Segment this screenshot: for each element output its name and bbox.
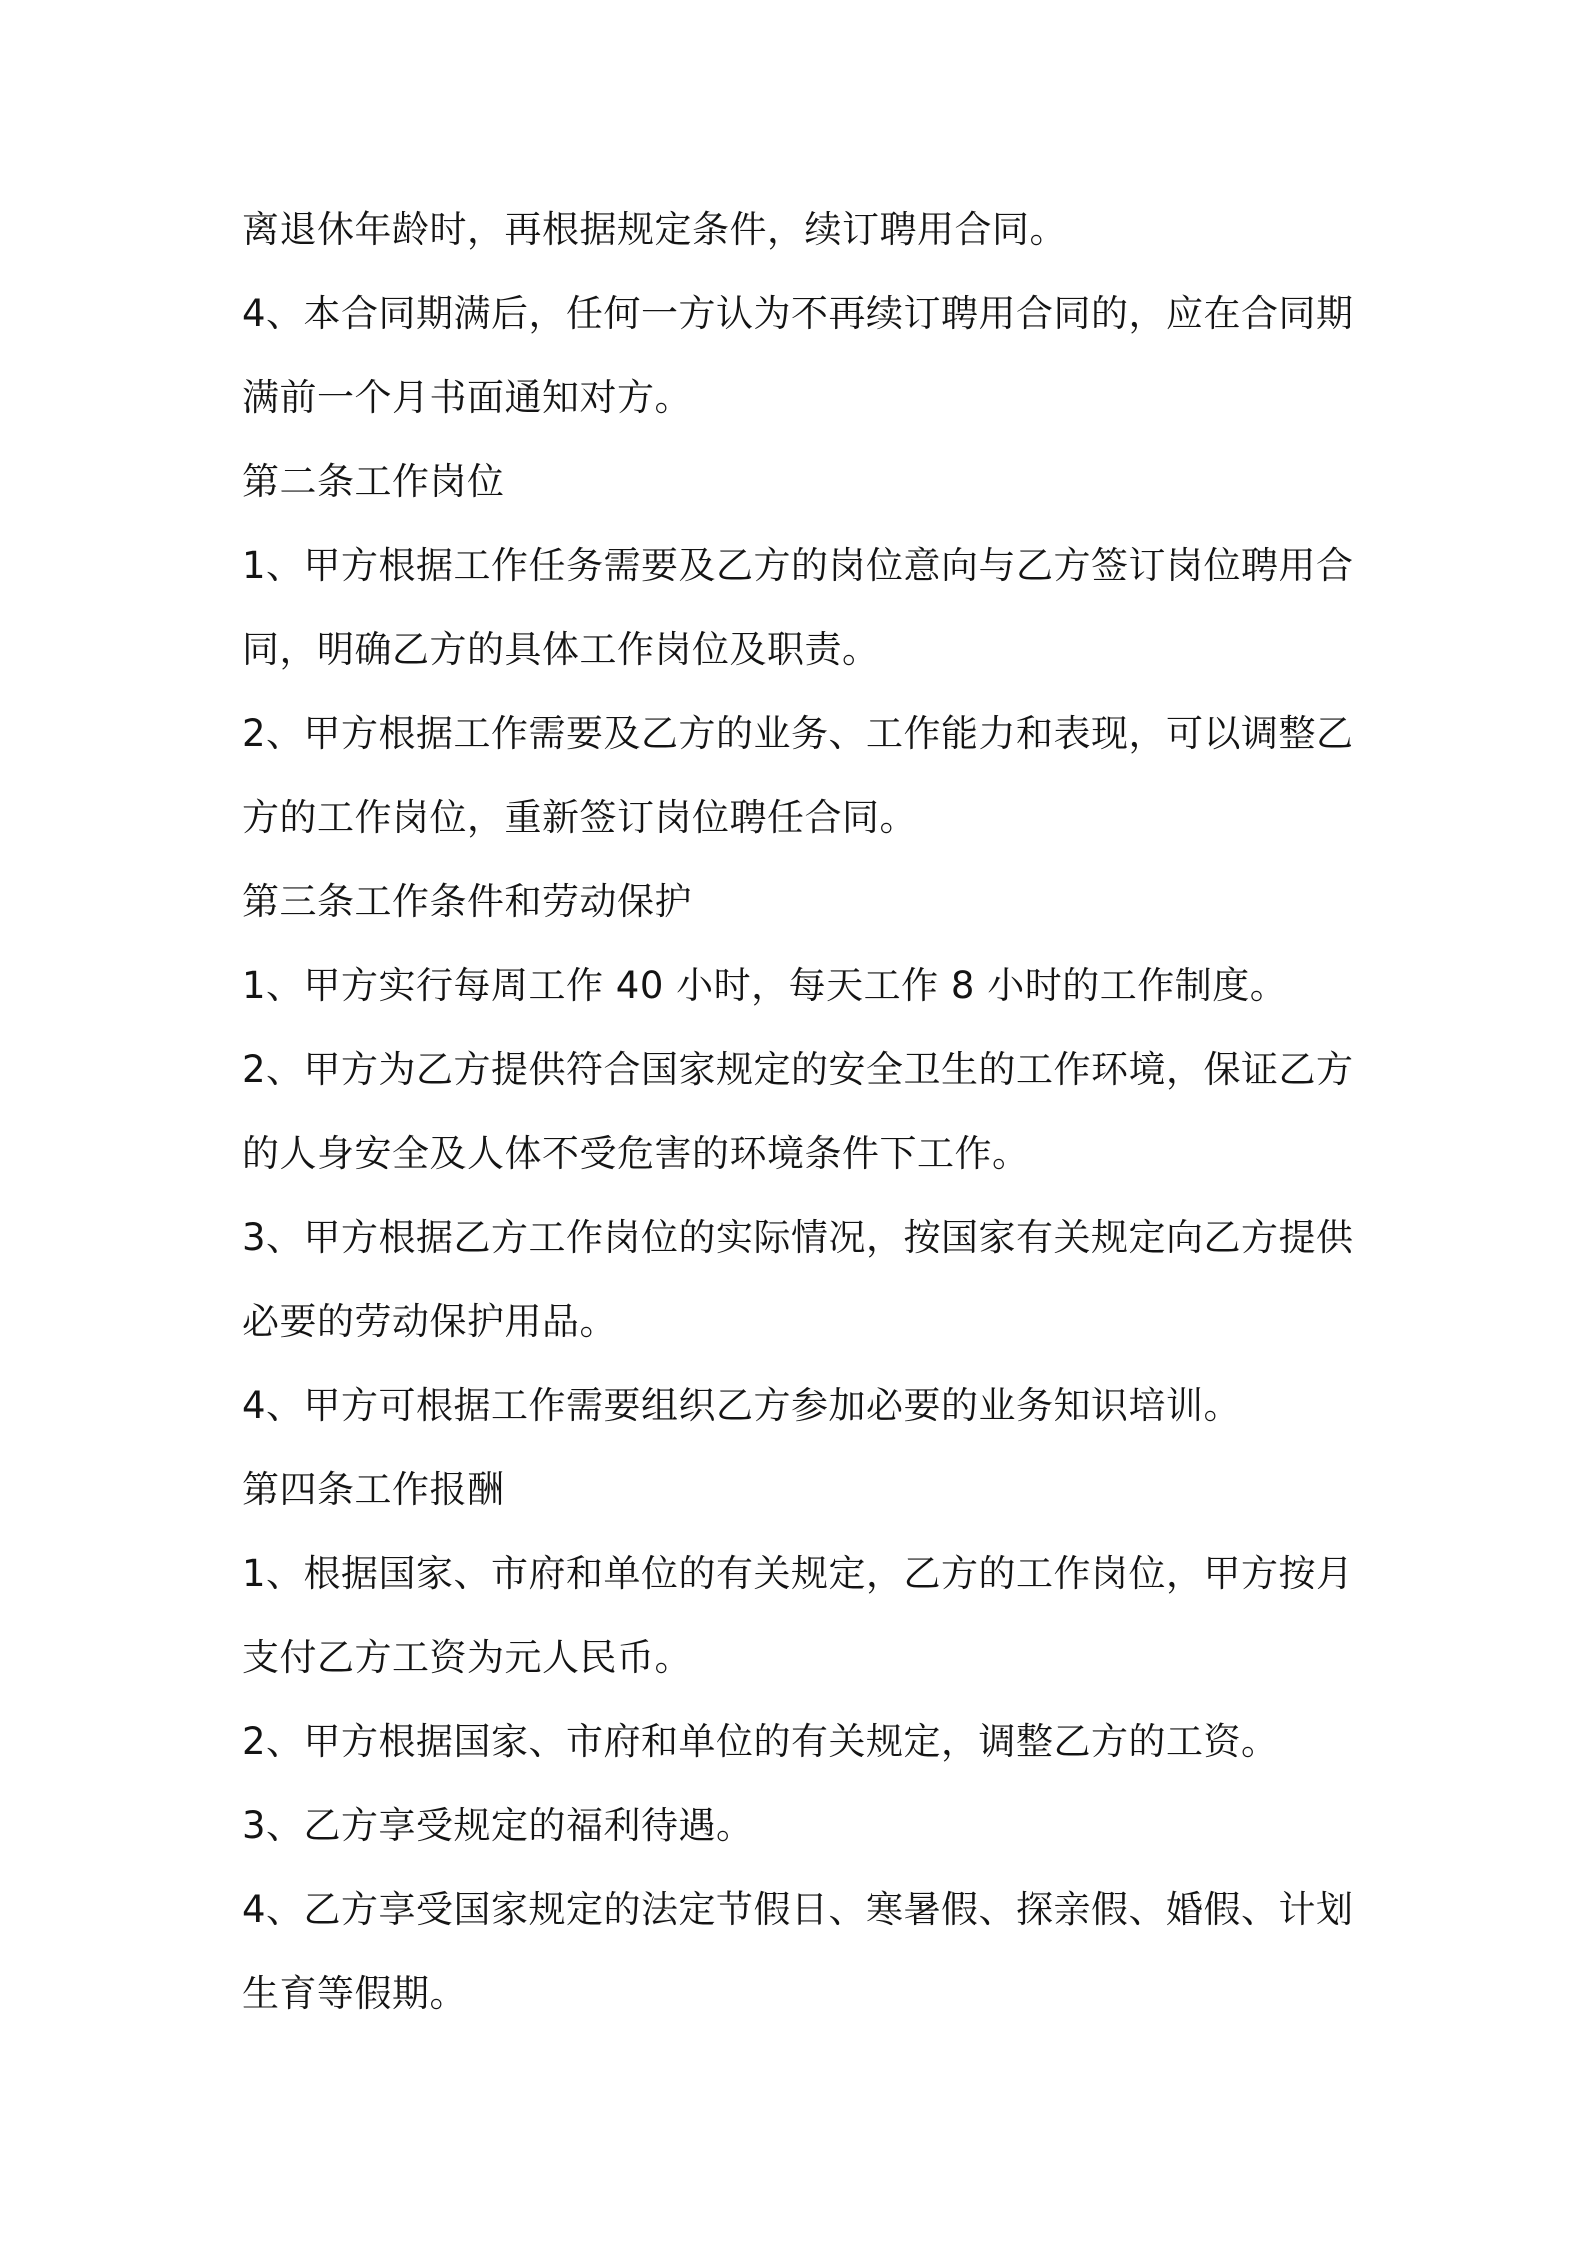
text-line: 1、甲方实行每周工作 40 小时，每天工作 8 小时的工作制度。: [242, 964, 1288, 1007]
text-line: 生育等假期。: [242, 1972, 467, 2015]
text-line: 满前一个月书面通知对方。: [242, 376, 692, 419]
section-heading: 第三条工作条件和劳动保护: [242, 880, 692, 923]
text-line: 4、甲方可根据工作需要组织乙方参加必要的业务知识培训。: [242, 1384, 1242, 1427]
text-line: 4、乙方享受国家规定的法定节假日、寒暑假、探亲假、婚假、计划: [242, 1888, 1354, 1931]
text-line: 离退休年龄时，再根据规定条件，续订聘用合同。: [242, 208, 1067, 251]
text-line: 方的工作岗位，重新签订岗位聘任合同。: [242, 796, 917, 839]
text-line: 2、甲方为乙方提供符合国家规定的安全卫生的工作环境，保证乙方: [242, 1048, 1354, 1091]
text-line: 4、本合同期满后，任何一方认为不再续订聘用合同的，应在合同期: [242, 292, 1354, 335]
text-line: 2、甲方根据国家、市府和单位的有关规定，调整乙方的工资。: [242, 1720, 1279, 1763]
text-line: 同，明确乙方的具体工作岗位及职责。: [242, 628, 880, 671]
text-line: 的人身安全及人体不受危害的环境条件下工作。: [242, 1132, 1030, 1175]
text-line: 1、根据国家、市府和单位的有关规定，乙方的工作岗位，甲方按月: [242, 1552, 1354, 1595]
document-body: [242, 188, 1354, 2036]
text-line: 3、乙方享受规定的福利待遇。: [242, 1804, 754, 1847]
text-line: 3、甲方根据乙方工作岗位的实际情况，按国家有关规定向乙方提供: [242, 1216, 1354, 1259]
text-line: 2、甲方根据工作需要及乙方的业务、工作能力和表现，可以调整乙: [242, 712, 1354, 755]
text-line: 1、甲方根据工作任务需要及乙方的岗位意向与乙方签订岗位聘用合: [242, 544, 1354, 587]
text-line: 支付乙方工资为元人民币。: [242, 1636, 692, 1679]
section-heading: 第二条工作岗位: [242, 460, 505, 503]
section-heading: 第四条工作报酬: [242, 1468, 505, 1511]
text-line: 必要的劳动保护用品。: [242, 1300, 617, 1343]
